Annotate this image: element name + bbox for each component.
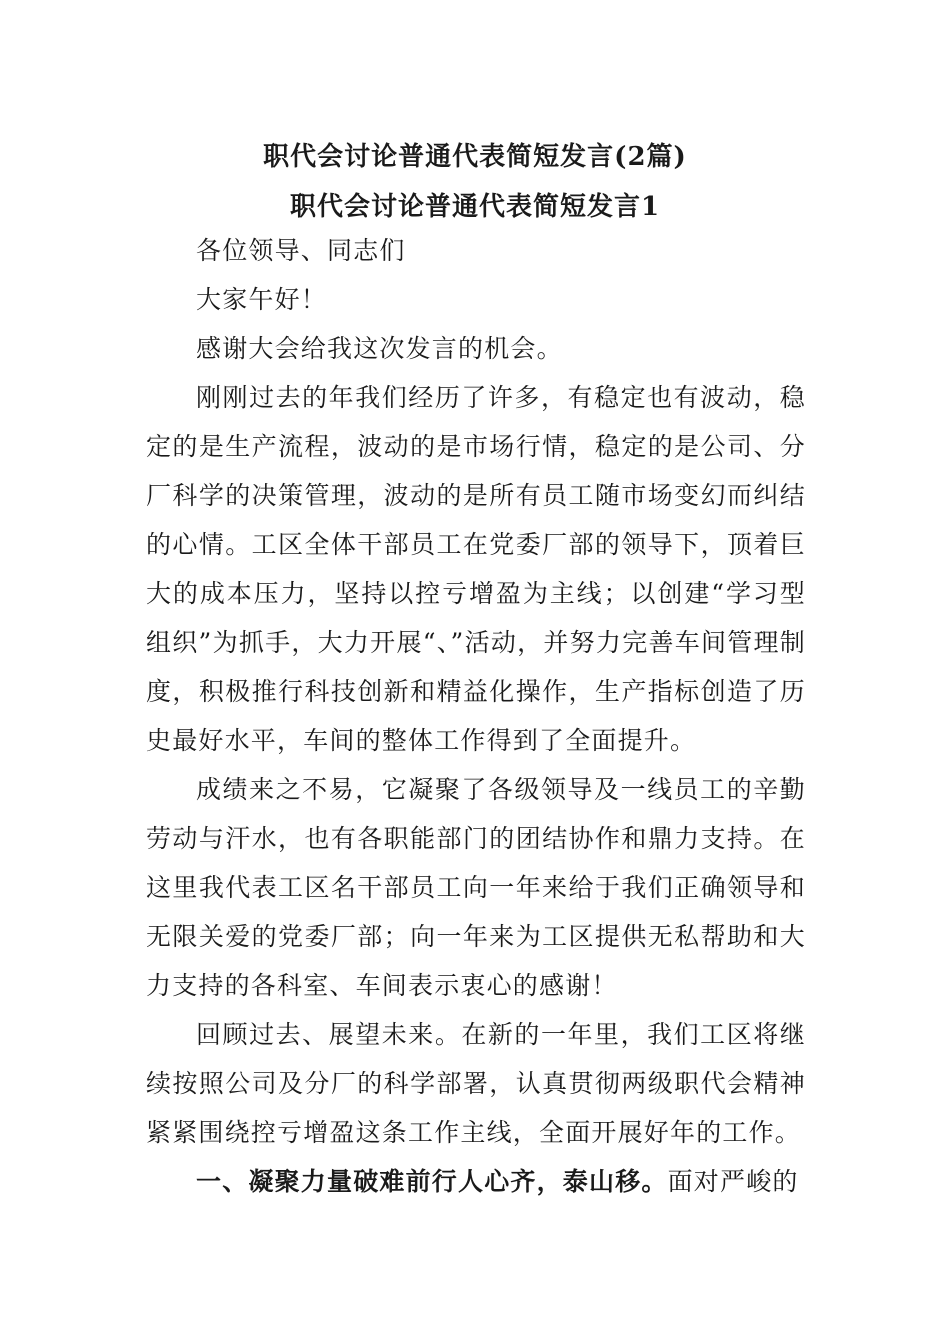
document-subtitle: 职代会讨论普通代表简短发言1: [289, 192, 661, 222]
greeting: 大家午好！: [196, 285, 328, 314]
thanks-paragraph: 感谢大会给我这次发言的机会。: [196, 334, 563, 363]
paragraph-2: 成绩来之不易，它凝聚了各级领导及一线员工的辛勤劳动与汗水，也有各职能部门的团结协作和鼎力支持。在这里我代表工区名干部员工向一年来给于我们正确领导和无限关爱的党委厂部；向一年来为工区提供无私帮助和大力支持的各科室、车间表示衷心的感谢！: [146, 775, 806, 1000]
document-body: [146, 226, 806, 1206]
paragraph-3: 回顾过去、展望未来。在新的一年里，我们工区将继续按照公司及分厂的科学部署，认真贯彻两级职代会精神紧紧围绕控亏增盈这条工作主线，全面开展好年的工作。: [146, 1020, 806, 1147]
paragraph-4-text: 面对严峻的: [667, 1167, 799, 1196]
paragraph-1: 刚刚过去的年我们经历了许多，有稳定也有波动，稳定的是生产流程，波动的是市场行情，稳定的是公司、分厂科学的决策管理，波动的是所有员工随市场变幻而纠结的心情。工区全体干部员工在党委厂部的领导下，顶着巨大的成本压力，坚持以控亏增盈为主线；以创建“学习型组织”为抓手，大力开展“、”活动，并努力完善车间管理制度，积极推行科技创新和精益化操作，生产指标创造了历史最好水平，车间的整体工作得到了全面提升。: [146, 383, 806, 755]
paragraph-4: [146, 1157, 806, 1206]
document-title: 职代会讨论普通代表简短发言(2篇): [263, 142, 687, 172]
salutation: 各位领导、同志们: [196, 236, 406, 265]
section-heading-1: 一、凝聚力量破难前行人心齐，泰山移。: [196, 1167, 668, 1196]
